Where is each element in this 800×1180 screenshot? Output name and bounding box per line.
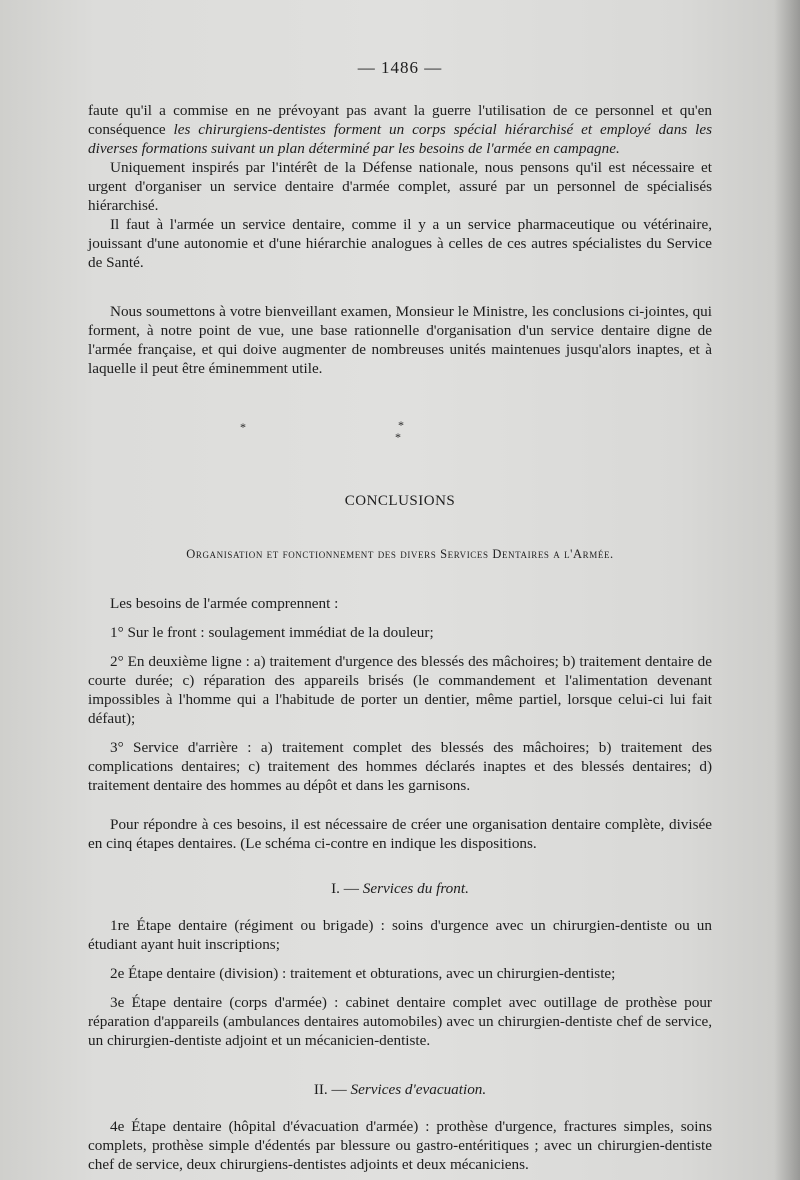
stage-item: 3e Étape dentaire (corps d'armée) : cabinet dentaire complet avec outillage de prothèse pour réparation d'appareils (ambulances dentaires automobiles) avec un chirurgien-dentiste chef de service, un chirurgien-dentiste adjoint et un mécanicien-dentiste.: [88, 994, 712, 1049]
conclusions-heading: CONCLUSIONS: [344, 493, 456, 509]
section-title-evacuation: [88, 1080, 712, 1099]
section-number: I. —: [331, 880, 363, 897]
paragraph-italic-text: les chirurgiens-dentistes forment un corps spécial hiérarchisé et employé dans les diverses formations suivant un plan déterminé par les besoins de l'armée en campagne.: [88, 121, 712, 157]
page-content: [88, 58, 712, 1174]
response-paragraph: Pour répondre à ces besoins, il est nécessaire de créer une organisation dentaire complète, divisée en cinq étapes dentaires. (Le schéma ci-contre en indique les dispositions.: [88, 816, 712, 852]
needs-intro: Les besoins de l'armée comprennent :: [110, 595, 339, 612]
section-title-front: [88, 879, 712, 898]
paragraph-continuation: [88, 101, 712, 158]
stage-item: 4e Étape dentaire (hôpital d'évacuation d'armée) : prothèse d'urgence, fractures simples, soins complets, prothèse simple d'édentés par blessure ou gastro-entéritiques ; avec un chirurgien-dentiste chef de service, deux chirurgiens-dentistes adjoints et deux mécaniciens.: [88, 1118, 712, 1173]
star-separator: [88, 416, 712, 452]
stage-item: 2e Étape dentaire (division) : traitement et obturations, avec un chirurgien-dentiste;: [110, 965, 616, 982]
needs-item: 2° En deuxième ligne : a) traitement d'urgence des blessés des mâchoires; b) traitement dentaire de courte durée; c) réparation des appareils brisés (le commandement et l'alimentation devenant impossibles à l'homme qui a l'habitude de porter un dentier, même partiel, lorsque celui-ci lui fait défaut);: [88, 653, 712, 727]
paragraph: Il faut à l'armée un service dentaire, comme il y a un service pharmaceutique ou vétérinaire, jouissant d'une autonomie et d'une hiérarchie analogues à celles de ces autres spécialistes du Service de Santé.: [88, 216, 712, 271]
needs-item: 3° Service d'arrière : a) traitement complet des blessés des mâchoires; b) traitement des complications dentaires; c) traitement des hommes déclarés inaptes et des blessés dentaires; d) traitement dentaire des hommes au dépôt et dans les garnisons.: [88, 739, 712, 794]
star: *: [395, 430, 401, 444]
star: *: [398, 418, 404, 432]
paragraph: Nous soumettons à votre bienveillant examen, Monsieur le Ministre, les conclusions ci-jointes, qui forment, à notre point de vue, une base rationnelle d'organisation d'un service dentaire digne de l'armée française, et qui doive augmenter de nombreuses unités maintenues jusqu'alors inaptes, et à laquelle il peut être éminemment utile.: [88, 303, 712, 377]
section-name: Services du front.: [362, 880, 469, 897]
conclusions-subheading: Organisation et fonctionnement des divers Services Dentaires a l'Armée.: [186, 547, 614, 561]
needs-item: 1° Sur le front : soulagement immédiat de la douleur;: [110, 624, 434, 641]
paragraph: Uniquement inspirés par l'intérêt de la Défense nationale, nous pensons qu'il est nécessaire et urgent d'organiser un service dentaire d'armée complet, assuré par un personnel de spécialisés hiérarchisé.: [88, 159, 712, 214]
binding-shadow: [774, 0, 800, 1180]
star: *: [240, 420, 246, 434]
paragraph-text: faute qu'il a commise en ne prévoyant pas avant la guerre l'utilisation de ce personnel et qu'en conséquence: [88, 102, 712, 138]
section-number: II. —: [313, 1081, 351, 1098]
section-name: Services d'evacuation.: [350, 1081, 487, 1098]
page-number: — 1486 —: [357, 58, 443, 77]
stage-item: 1re Étape dentaire (régiment ou brigade) : soins d'urgence avec un chirurgien-dentiste ou un étudiant ayant huit inscriptions;: [88, 917, 712, 953]
